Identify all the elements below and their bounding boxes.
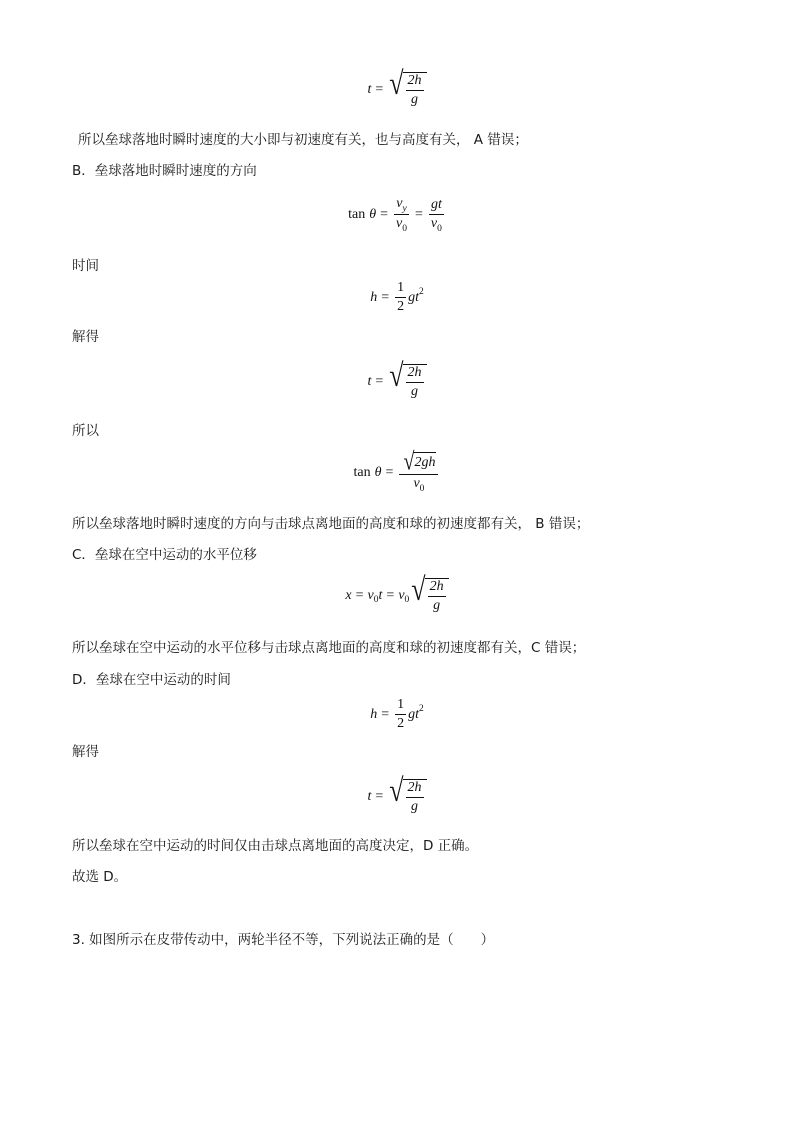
- equation-displacement: x = v 0 t = v 0 √ $\frac{2h}{g}$: [0, 578, 794, 614]
- text-line-answer: 故选 D。: [72, 869, 128, 885]
- text-line-a-conclusion: 所以垒球落地时瞬时速度的大小即与初速度有关，也与高度有关， A 错误；: [78, 132, 528, 148]
- equation-height-2: h = $\frac{1}{2}$ gt 2: [370, 697, 424, 731]
- text-line-time: 时间: [72, 258, 99, 274]
- text-line-solve-1: 解得: [72, 329, 99, 345]
- question-3-prompt: 3. 如图所示在皮带传动中，两轮半径不等，下列说法正确的是（ ）: [72, 932, 495, 948]
- text-line-b-heading: B．垒球落地时瞬时速度的方向: [72, 163, 257, 179]
- text-line-d-heading: D．垒球在空中运动的时间: [72, 672, 231, 688]
- sqrt-symbol: √ $\frac{2h}{g}$: [389, 72, 426, 108]
- equation-time-1: t = √ $\frac{2h}{g}$: [0, 72, 794, 108]
- equation-time-2: t = √ $\frac{2h}{g}$: [0, 364, 794, 400]
- equation-tan-theta-2: tan θ = √ 2gh $v_0$: [0, 452, 794, 493]
- equation-height-1: h = $\frac{1}{2}$ gt 2: [370, 280, 424, 314]
- text-line-b-conclusion: 所以垒球落地时瞬时速度的方向与击球点离地面的高度和球的初速度都有关， B 错误；: [72, 516, 590, 532]
- text-line-c-heading: C．垒球在空中运动的水平位移: [72, 547, 257, 563]
- text-line-therefore: 所以: [72, 423, 99, 439]
- text-line-solve-2: 解得: [72, 744, 99, 760]
- text-line-c-conclusion: 所以垒球在空中运动的水平位移与击球点离地面的高度和球的初速度都有关，C 错误；: [72, 640, 586, 656]
- equation-tan-theta-1: tan θ = $\frac{v_y}{v_0}$ = $\frac{gt}{v_0}$: [348, 196, 442, 234]
- equation-time-3: t = √ $\frac{2h}{g}$: [0, 779, 794, 815]
- text-line-d-conclusion: 所以垒球在空中运动的时间仅由击球点离地面的高度决定，D 正确。: [72, 838, 479, 854]
